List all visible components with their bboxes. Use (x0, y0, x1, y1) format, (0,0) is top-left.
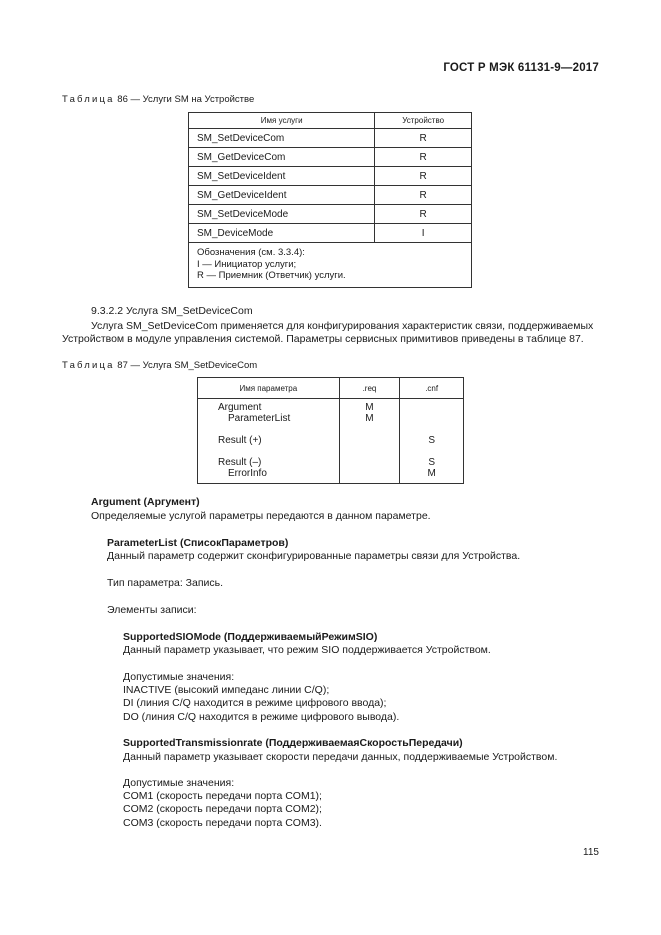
column-header: .cnf (400, 378, 464, 399)
parameterlist-title: ParameterList (СписокПараметров) (107, 537, 289, 549)
req-cell (339, 399, 400, 484)
device-role-cell: R (375, 167, 472, 186)
param-error-info: ErrorInfo (228, 468, 267, 479)
service-name-cell: SM_GetDeviceIdent (189, 186, 375, 205)
note-line: I — Инициатор услуги; (197, 258, 297, 270)
section-paragraph-line: Устройством в модуле управления системой. Параметры сервисных примитивов приведены в таблице 87. (62, 333, 584, 345)
table-87-label: Таблица (62, 360, 115, 371)
device-role-cell: R (375, 205, 472, 224)
sio-mode-text: Данный параметр указывает, что режим SIO поддерживается Устройством. (123, 644, 491, 656)
service-name-cell: SM_SetDeviceMode (189, 205, 375, 224)
record-elements: Элементы записи: (107, 604, 197, 616)
sio-allowed-label: Допустимые значения: (123, 671, 235, 683)
argument-text: Определяемые услугой параметры передаются в данном параметре. (91, 510, 431, 522)
service-name-cell: SM_GetDeviceCom (189, 148, 375, 167)
section-paragraph-line: Услуга SM_SetDeviceCom применяется для конфигурирования характеристик связи, поддерживаемых (91, 320, 594, 332)
table-86-title: 86 — Услуги SM на Устройстве (117, 94, 255, 105)
device-role-cell: R (375, 129, 472, 148)
req-argument: M (365, 402, 374, 413)
cnf-result-minus: S (428, 457, 435, 468)
device-role-cell: I (375, 224, 472, 243)
req-parameter-list: M (365, 413, 374, 424)
table-row (189, 148, 472, 167)
column-header: Имя услуги (189, 113, 375, 129)
note-line: R — Приемник (Ответчик) услуги. (197, 270, 346, 281)
note-line: Обозначения (см. 3.3.4): (197, 247, 305, 258)
sio-value: INACTIVE (высокий импеданс линии C/Q); (123, 684, 330, 696)
parameter-type: Тип параметра: Запись. (107, 577, 224, 589)
table-86-caption (62, 93, 254, 106)
rate-value: COM3 (скорость передачи порта COM3). (123, 817, 322, 829)
cnf-result-plus: S (428, 435, 435, 446)
table-row (189, 224, 472, 243)
param-result-plus: Result (+) (218, 435, 262, 446)
parameterlist-text: Данный параметр содержит сконфигурированные параметры связи для Устройства. (107, 550, 521, 562)
transmission-rate-text: Данный параметр указывает скорости передачи данных, поддерживаемые Устройством. (123, 751, 558, 763)
table-row (189, 129, 472, 148)
rate-value: COM2 (скорость передачи порта COM2); (123, 803, 322, 815)
device-role-cell: R (375, 148, 472, 167)
table-86-label: Таблица (62, 94, 115, 105)
table-87 (197, 377, 464, 484)
document-header: ГОСТ Р МЭК 61131-9—2017 (443, 62, 599, 74)
table-notes-row (189, 243, 472, 288)
cnf-cell (400, 399, 464, 484)
param-result-minus: Result (–) (218, 457, 262, 468)
rate-allowed-label: Допустимые значения: (123, 777, 235, 789)
param-argument: Argument (218, 402, 262, 413)
column-header: Устройство (375, 113, 472, 129)
service-name-cell: SM_SetDeviceCom (189, 129, 375, 148)
table-header-row (189, 113, 472, 129)
cnf-error-info: M (427, 468, 436, 479)
sio-value: DO (линия C/Q находится в режиме цифрового вывода). (123, 711, 400, 723)
table-notes (189, 243, 472, 288)
device-role-cell: R (375, 186, 472, 205)
service-name-cell: SM_SetDeviceIdent (189, 167, 375, 186)
table-row (189, 186, 472, 205)
table-row (189, 205, 472, 224)
parameter-names-cell (198, 399, 340, 484)
table-87-title: 87 — Услуга SM_SetDeviceCom (117, 360, 258, 371)
column-header: Имя параметра (198, 378, 340, 399)
argument-title: Argument (Аргумент) (91, 496, 200, 508)
transmission-rate-title: SupportedTransmissionrate (ПоддерживаемаяСкоростьПередачи) (123, 737, 463, 749)
table-body-row (198, 399, 464, 484)
table-row (189, 167, 472, 186)
table-86 (188, 112, 472, 288)
param-parameter-list: ParameterList (228, 413, 291, 424)
column-header: .req (339, 378, 400, 399)
table-header-row (198, 378, 464, 399)
sio-value: DI (линия C/Q находится в режиме цифрового ввода); (123, 697, 387, 709)
rate-value: COM1 (скорость передачи порта COM1); (123, 790, 322, 802)
page-number: 115 (583, 847, 599, 858)
table-87-caption (62, 359, 257, 372)
section-heading: 9.3.2.2 Услуга SM_SetDeviceCom (91, 305, 253, 317)
sio-mode-title: SupportedSIOMode (ПоддерживаемыйРежимSIO) (123, 631, 378, 643)
service-name-cell: SM_DeviceMode (189, 224, 375, 243)
